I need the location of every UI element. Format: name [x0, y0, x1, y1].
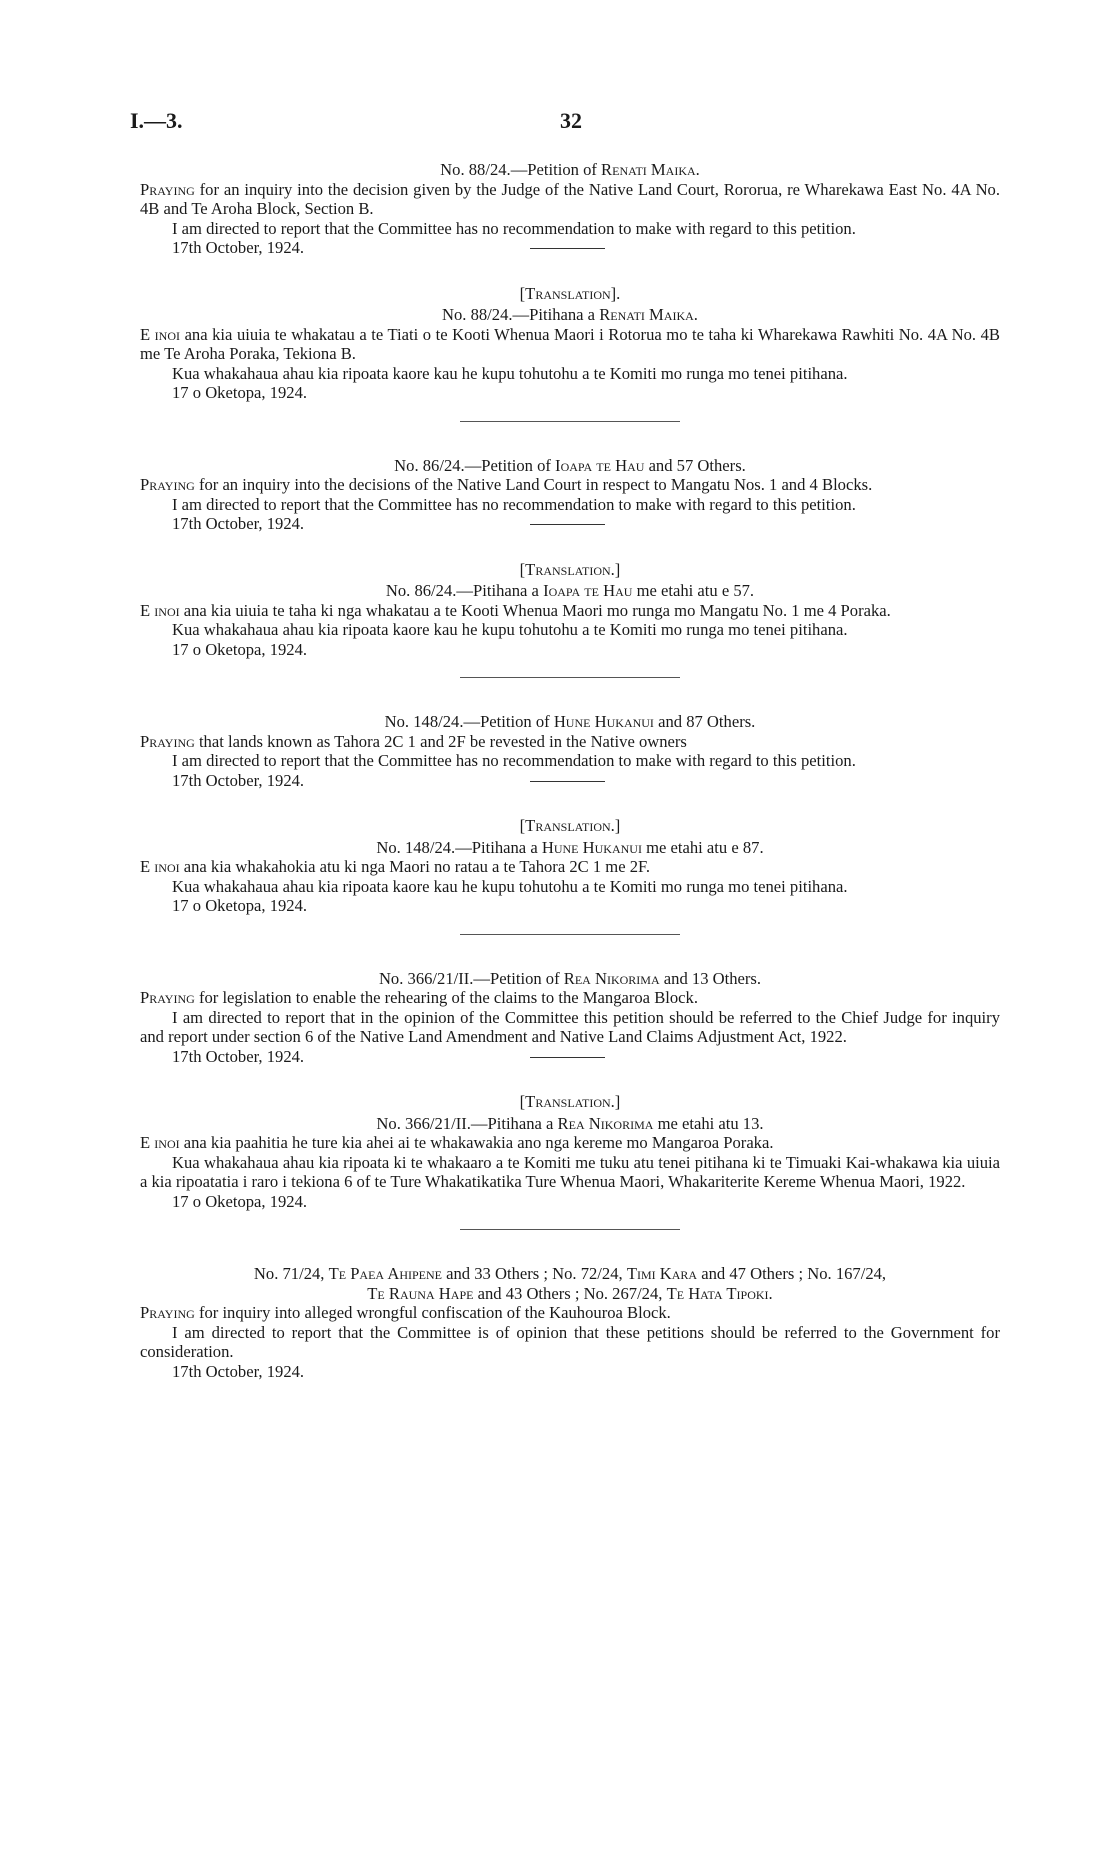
petition-148-24	[140, 712, 1000, 916]
petition-88-24	[140, 160, 1000, 403]
translation-prayer: E inoi ana kia whakahokia atu ki nga Maori no ratau a te Tahora 2C 1 me 2F.	[140, 857, 651, 876]
petition-heading: No. 71/24, Te Paea Ahipene and 33 Others ; No. 72/24, Timi Kara and 47 Others ; No. 167/24,	[253, 1264, 887, 1283]
committee-report: I am directed to report that in the opinion of the Committee this petition should be referred to the Chief Judge for inquiry and report under section 6 of the Native Land Amendment and Native Land Claims Adjustment Act, 1922.	[140, 1007, 1000, 1046]
translation-heading: No. 148/24.—Pitihana a Hune Hukanui me etahi atu e 87.	[376, 837, 764, 857]
report-date: 17th October, 1924.	[140, 1047, 1000, 1067]
petition-366-21-ii	[140, 969, 1000, 1212]
report-date: 17th October, 1924.	[140, 771, 1000, 791]
short-rule	[530, 781, 605, 782]
petition-prayer: Praying for an inquiry into the decision given by the Judge of the Native Land Court, Rororua, re Wharekawa East No. 4A No. 4B and Te Aroha Block, Section B.	[140, 179, 1000, 218]
section-divider	[460, 934, 680, 935]
petition-body	[140, 160, 1000, 1381]
petition-heading: No. 86/24.—Petition of Ioapa te Hau and 57 Others.	[394, 455, 746, 475]
translation-report: Kua whakahaua ahau kia ripoata kaore kau he kupu tohutohu a te Komiti mo runga mo tenei pitihana.	[172, 620, 848, 639]
section-divider	[460, 421, 680, 422]
short-rule	[530, 248, 605, 249]
short-rule	[530, 524, 605, 525]
translation-label: [Translation.]	[519, 559, 621, 579]
petition-heading: No. 366/21/II.—Petition of Rea Nikorima and 13 Others.	[378, 968, 762, 988]
translation-prayer: E inoi ana kia uiuia te whakatau a te Tiati o te Kooti Whenua Maori i Rotorua mo te taha ki Wharekawa Rawhiti No. 4A No. 4B me Te Aroha Poraka, Tekiona B.	[140, 324, 1000, 363]
report-date: 17th October, 1924.	[172, 1361, 305, 1381]
section-divider	[460, 677, 680, 678]
petition-prayer: Praying for an inquiry into the decisions of the Native Land Court in respect to Mangatu Nos. 1 and 4 Blocks.	[140, 475, 873, 494]
petition-group-kauhouroa	[140, 1264, 1000, 1381]
petition-prayer: Praying for legislation to enable the rehearing of the claims to the Mangaroa Block.	[140, 988, 698, 1007]
translation-date: 17 o Oketopa, 1924.	[172, 639, 308, 659]
translation-report: Kua whakahaua ahau kia ripoata ki te whakaaro a te Komiti me tuku atu tenei pitihana ki te Timuaki Kai-whakawa kia uiuia a kia ripoatatia i raro i tekiona 6 of te Ture Whakatikatika Ture Whenua Maori, Whakariterite Kereme Whenua Maori, 1922.	[140, 1152, 1000, 1191]
committee-report: I am directed to report that the Committee has no recommendation to make with regard to this petition.	[172, 751, 856, 770]
translation-label: [Translation.]	[519, 1092, 621, 1111]
petition-prayer: Praying for inquiry into alleged wrongful confiscation of the Kauhouroa Block.	[140, 1303, 671, 1322]
committee-report: I am directed to report that the Committee has no recommendation to make with regard to this petition.	[172, 494, 856, 514]
petition-heading: No. 148/24.—Petition of Hune Hukanui and 87 Others.	[384, 712, 756, 731]
translation-date: 17 o Oketopa, 1924.	[172, 896, 308, 915]
petition-heading-cont: Te Rauna Hape and 43 Others ; No. 267/24, Te Hata Tipoki.	[367, 1283, 773, 1303]
translation-heading: No. 88/24.—Pitihana a Renati Maika.	[442, 305, 698, 324]
translation-heading: No. 86/24.—Pitihana a Ioapa te Hau me etahi atu e 57.	[385, 581, 755, 600]
series-code: I.—3.	[130, 108, 183, 133]
committee-report: I am directed to report that the Committee is of opinion that these petitions should be referred to the Government for consideration.	[140, 1322, 1000, 1361]
petition-86-24	[140, 456, 1000, 660]
petition-heading: No. 88/24.—Petition of Renati Maika.	[440, 160, 700, 179]
report-date: 17th October, 1924.	[140, 238, 1000, 258]
translation-prayer: E inoi ana kia uiuia te taha ki nga whakatau a te Kooti Whenua Maori mo runga mo Mangatu No. 1 me 4 Poraka.	[140, 600, 891, 620]
translation-date: 17 o Oketopa, 1924.	[172, 1191, 308, 1211]
section-divider	[460, 1229, 680, 1230]
translation-report: Kua whakahaua ahau kia ripoata kaore kau he kupu tohutohu a te Komiti mo runga mo tenei pitihana.	[172, 363, 848, 383]
page-number: 32	[560, 108, 582, 133]
report-date: 17th October, 1924.	[140, 514, 1000, 534]
translation-label: [Translation.]	[519, 816, 621, 835]
translation-heading: No. 366/21/II.—Pitihana a Rea Nikorima me etahi atu 13.	[376, 1113, 764, 1133]
translation-prayer: E inoi ana kia paahitia he ture kia ahei ai te whakawakia ano nga kereme mo Mangaroa Poraka.	[140, 1133, 774, 1152]
translation-date: 17 o Oketopa, 1924.	[172, 383, 308, 402]
committee-report: I am directed to report that the Committee has no recommendation to make with regard to this petition.	[172, 218, 856, 238]
petition-prayer: Praying that lands known as Tahora 2C 1 and 2F be revested in the Native owners	[140, 731, 687, 751]
translation-label: [Translation].	[519, 283, 621, 303]
short-rule	[530, 1057, 605, 1058]
translation-report: Kua whakahaua ahau kia ripoata kaore kau he kupu tohutohu a te Komiti mo runga mo tenei pitihana.	[172, 876, 848, 896]
